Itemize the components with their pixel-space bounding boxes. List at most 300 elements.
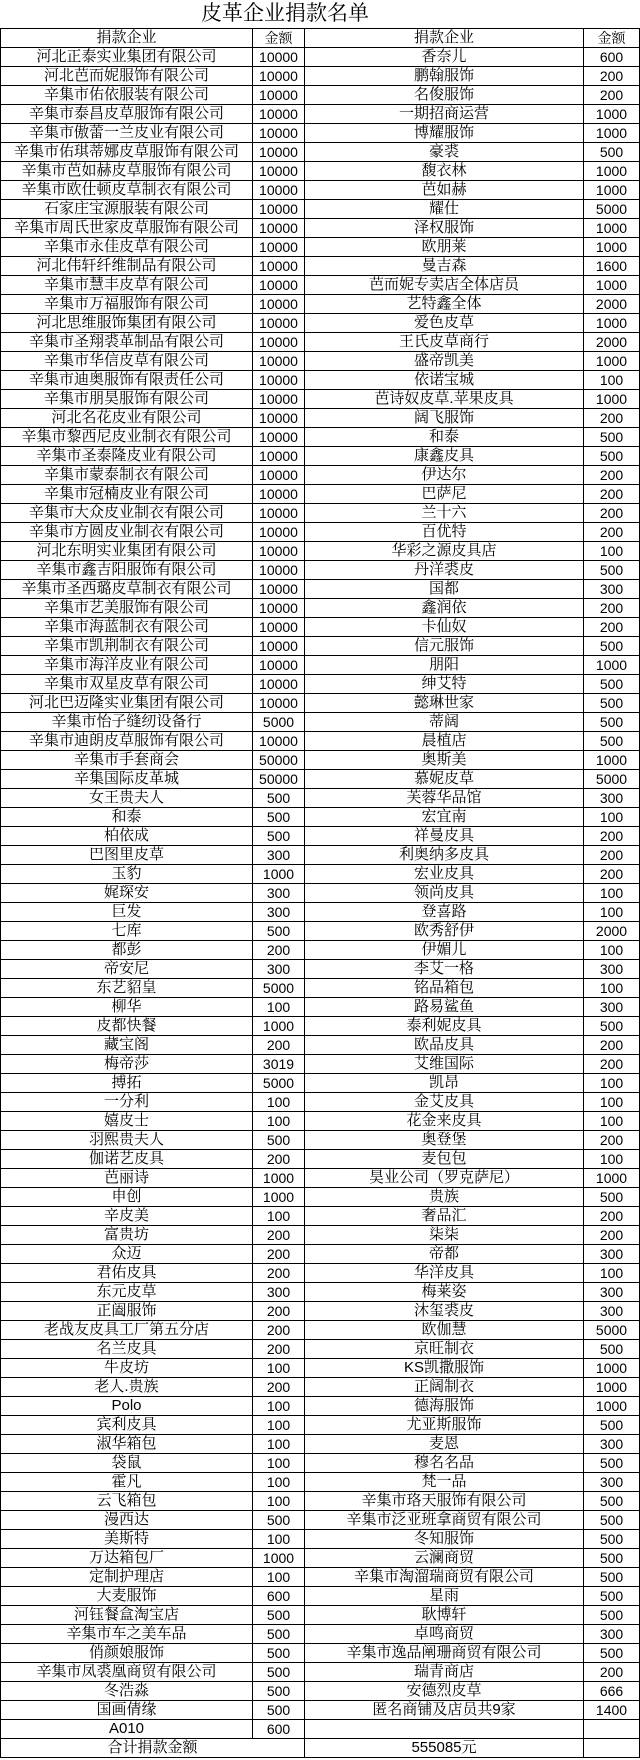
donor-name-cell: 辛集市凯荆制衣有限公司 [1, 637, 253, 656]
donor-name-cell: 辛集市永佳皮草有限公司 [1, 238, 253, 257]
table-row [1, 846, 640, 865]
donor-name-cell: 铭品箱包 [305, 979, 584, 998]
donor-name-cell: 李艾一格 [305, 960, 584, 979]
amount-cell: 500 [584, 1188, 640, 1207]
donor-name-cell: 藏宝阁 [1, 1036, 253, 1055]
donor-name-cell: 东元皮草 [1, 1283, 253, 1302]
amount-cell: 1000 [584, 751, 640, 770]
amount-cell: 200 [584, 1226, 640, 1245]
amount-cell: 10000 [253, 105, 305, 124]
amount-cell: 300 [253, 1283, 305, 1302]
donor-name-cell: 众迈 [1, 1245, 253, 1264]
donor-name-cell: 欧朋莱 [305, 238, 584, 257]
table-row [1, 86, 640, 105]
donor-name-cell: 辛集市蒙泰制衣有限公司 [1, 466, 253, 485]
donor-name-cell: 蒂阔 [305, 713, 584, 732]
table-row [1, 1682, 640, 1701]
amount-cell: 10000 [253, 162, 305, 181]
table-row [1, 1359, 640, 1378]
amount-cell: 500 [584, 732, 640, 751]
donor-name-cell: 花金来皮具 [305, 1112, 584, 1131]
header-amount-left: 金额 [253, 29, 305, 48]
amount-cell: 5000 [253, 1074, 305, 1093]
donor-name-cell: 辛集市海蓝制衣有限公司 [1, 618, 253, 637]
donor-name-cell: 欧伽慧 [305, 1321, 584, 1340]
amount-cell: 300 [584, 1245, 640, 1264]
amount-cell: 200 [584, 1207, 640, 1226]
amount-cell: 500 [253, 1131, 305, 1150]
header-donor-right: 捐款企业 [305, 29, 584, 48]
amount-cell: 500 [584, 694, 640, 713]
amount-cell: 10000 [253, 447, 305, 466]
donor-name-cell: 搏拓 [1, 1074, 253, 1093]
amount-cell: 500 [584, 447, 640, 466]
amount-cell: 10000 [253, 523, 305, 542]
table-row [1, 1055, 640, 1074]
amount-cell: 200 [253, 1302, 305, 1321]
donor-name-cell: 芭诗奴皮草.苹果皮具 [305, 390, 584, 409]
donor-name-cell: 冬浩淼 [1, 1682, 253, 1701]
donor-name-cell: 正阖服饰 [1, 1302, 253, 1321]
donor-name-cell: 辛集市傲蕾一兰皮业有限公司 [1, 124, 253, 143]
amount-cell: 1000 [584, 219, 640, 238]
donor-name-cell: 申创 [1, 1188, 253, 1207]
donor-name-cell: 芭而妮专卖店全体店员 [305, 276, 584, 295]
amount-cell: 200 [584, 599, 640, 618]
donor-name-cell: 梅莱姿 [305, 1283, 584, 1302]
donor-name-cell: 七库 [1, 922, 253, 941]
table-row [1, 1340, 640, 1359]
table-row [1, 675, 640, 694]
donor-name-cell: 路易鲨鱼 [305, 998, 584, 1017]
table-row [1, 390, 640, 409]
donor-name-cell: 慕妮皮草 [305, 770, 584, 789]
donor-name-cell: 石家庄宝源服装有限公司 [1, 200, 253, 219]
donor-name-cell: 梅帝莎 [1, 1055, 253, 1074]
amount-cell: 300 [584, 960, 640, 979]
amount-cell: 200 [584, 504, 640, 523]
donor-name-cell: 帝都 [305, 1245, 584, 1264]
donor-name-cell: 一期招商运营 [305, 105, 584, 124]
amount-cell: 10000 [253, 390, 305, 409]
donor-name-cell: 祥曼皮具 [305, 827, 584, 846]
amount-cell: 200 [584, 865, 640, 884]
amount-cell: 10000 [253, 124, 305, 143]
amount-cell: 1000 [584, 390, 640, 409]
total-empty-cell [584, 1739, 640, 1758]
table-row [1, 1245, 640, 1264]
donor-name-cell: 辛集市大众皮业制衣有限公司 [1, 504, 253, 523]
amount-cell: 200 [253, 1264, 305, 1283]
table-row [1, 903, 640, 922]
amount-cell: 300 [253, 903, 305, 922]
amount-cell: 500 [253, 827, 305, 846]
amount-cell: 100 [253, 1093, 305, 1112]
amount-cell: 100 [253, 1473, 305, 1492]
amount-cell: 10000 [253, 238, 305, 257]
donor-name-cell: 名兰皮具 [1, 1340, 253, 1359]
amount-cell: 1600 [584, 257, 640, 276]
table-row [1, 1188, 640, 1207]
table-row [1, 561, 640, 580]
donor-name-cell: 奥斯美 [305, 751, 584, 770]
table-row [1, 713, 640, 732]
donor-name-cell: 辛集市圣翔裘革制品有限公司 [1, 333, 253, 352]
donor-name-cell: 大麦服饰 [1, 1587, 253, 1606]
table-row [1, 1587, 640, 1606]
donor-name-cell: 牛皮坊 [1, 1359, 253, 1378]
table-row [1, 960, 640, 979]
donor-name-cell: 辛集市珞天服饰有限公司 [305, 1492, 584, 1511]
donor-name-cell: 都彭 [1, 941, 253, 960]
donor-name-cell: 万达箱包厂 [1, 1549, 253, 1568]
amount-cell: 100 [253, 1207, 305, 1226]
amount-cell: 100 [253, 1568, 305, 1587]
donor-name-cell: KS凯撒服饰 [305, 1359, 584, 1378]
table-row [1, 1207, 640, 1226]
amount-cell: 100 [584, 542, 640, 561]
amount-cell: 10000 [253, 466, 305, 485]
donor-name-cell: 瑞青商店 [305, 1663, 584, 1682]
amount-cell: 500 [584, 675, 640, 694]
amount-cell: 500 [584, 1549, 640, 1568]
donor-name-cell: 宏业皮具 [305, 865, 584, 884]
table-row [1, 1492, 640, 1511]
table-row [1, 428, 640, 447]
table-row [1, 1511, 640, 1530]
table-row [1, 732, 640, 751]
donor-name-cell: 朋阳 [305, 656, 584, 675]
amount-cell: 500 [253, 789, 305, 808]
amount-cell: 5000 [584, 770, 640, 789]
amount-cell: 300 [253, 960, 305, 979]
donor-name-cell: 云飞箱包 [1, 1492, 253, 1511]
table-total [1, 1739, 640, 1758]
amount-cell: 500 [584, 1017, 640, 1036]
donor-name-cell: 艾维国际 [305, 1055, 584, 1074]
amount-cell: 500 [584, 1587, 640, 1606]
donor-name-cell: 辛集市凤裘凰商贸有限公司 [1, 1663, 253, 1682]
donor-name-cell: 星雨 [305, 1587, 584, 1606]
amount-cell: 500 [584, 1340, 640, 1359]
amount-cell: 1000 [584, 1359, 640, 1378]
table-row [1, 789, 640, 808]
donor-name-cell: 辛集市车之美车品 [1, 1625, 253, 1644]
amount-cell [584, 1720, 640, 1739]
amount-cell: 5000 [253, 713, 305, 732]
donor-name-cell: 奥登堡 [305, 1131, 584, 1150]
amount-cell: 10000 [253, 219, 305, 238]
amount-cell: 100 [584, 1093, 640, 1112]
donor-name-cell: 宏宜南 [305, 808, 584, 827]
donor-name-cell: 豪裘 [305, 143, 584, 162]
amount-cell: 200 [584, 523, 640, 542]
donor-name-cell: 辛集市佑琪蒂娜皮草服饰有限公司 [1, 143, 253, 162]
amount-cell: 100 [584, 1264, 640, 1283]
donor-name-cell: 卓鸣商贸 [305, 1625, 584, 1644]
amount-cell: 200 [584, 466, 640, 485]
donor-name-cell: 云澜商贸 [305, 1549, 584, 1568]
amount-cell: 200 [253, 1226, 305, 1245]
amount-cell: 2000 [584, 922, 640, 941]
donor-name-cell: 柏依成 [1, 827, 253, 846]
donor-name-cell: 袋鼠 [1, 1454, 253, 1473]
donor-name-cell: 辛集市迪朗皮草服饰有限公司 [1, 732, 253, 751]
amount-cell: 1000 [253, 1169, 305, 1188]
donor-name-cell: 伽诺艺皮具 [1, 1150, 253, 1169]
amount-cell: 100 [253, 1454, 305, 1473]
table-row [1, 105, 640, 124]
amount-cell: 1000 [584, 352, 640, 371]
donor-name-cell: 百优特 [305, 523, 584, 542]
amount-cell: 1000 [253, 1188, 305, 1207]
amount-cell: 10000 [253, 200, 305, 219]
amount-cell: 100 [584, 1150, 640, 1169]
table-row [1, 941, 640, 960]
table-row [1, 1036, 640, 1055]
amount-cell: 10000 [253, 295, 305, 314]
donor-name-cell: 辛集市手套商会 [1, 751, 253, 770]
amount-cell: 200 [584, 485, 640, 504]
amount-cell: 1000 [584, 124, 640, 143]
amount-cell: 200 [584, 86, 640, 105]
amount-cell: 100 [584, 808, 640, 827]
donor-name-cell: 德海服饰 [305, 1397, 584, 1416]
amount-cell: 500 [584, 713, 640, 732]
amount-cell: 5000 [253, 979, 305, 998]
donor-name-cell: 鑫润依 [305, 599, 584, 618]
amount-cell: 100 [253, 1397, 305, 1416]
donor-name-cell: 柒柒 [305, 1226, 584, 1245]
donor-name-cell [305, 1720, 584, 1739]
amount-cell: 300 [253, 884, 305, 903]
amount-cell: 500 [584, 1416, 640, 1435]
amount-cell: 10000 [253, 143, 305, 162]
donor-name-cell: 芙蓉华品馆 [305, 789, 584, 808]
amount-cell: 1000 [253, 865, 305, 884]
amount-cell: 500 [253, 1682, 305, 1701]
table-row [1, 124, 640, 143]
amount-cell: 100 [253, 1359, 305, 1378]
table-row [1, 314, 640, 333]
donor-name-cell: 登喜路 [305, 903, 584, 922]
table-row [1, 466, 640, 485]
donor-name-cell: 丹洋裘皮 [305, 561, 584, 580]
table-row [1, 1606, 640, 1625]
donor-name-cell: 卡仙奴 [305, 618, 584, 637]
donor-name-cell: Polo [1, 1397, 253, 1416]
amount-cell: 200 [584, 618, 640, 637]
header-row [1, 29, 640, 48]
amount-cell: 200 [584, 409, 640, 428]
table-row [1, 1131, 640, 1150]
table-row [1, 1530, 640, 1549]
donor-name-cell: 辛集市泰昌皮草服饰有限公司 [1, 105, 253, 124]
amount-cell: 1000 [584, 1378, 640, 1397]
table-row [1, 447, 640, 466]
donation-table [0, 28, 640, 1758]
table-row [1, 827, 640, 846]
table-row [1, 48, 640, 67]
donor-name-cell: 麦恩 [305, 1435, 584, 1454]
donor-name-cell: 辛集市黎西尼皮业制衣有限公司 [1, 428, 253, 447]
donor-name-cell: 兰十六 [305, 504, 584, 523]
donor-name-cell: A010 [1, 1720, 253, 1739]
donor-name-cell: 领尚皮具 [305, 884, 584, 903]
donor-name-cell: 辛皮美 [1, 1207, 253, 1226]
amount-cell: 300 [584, 1473, 640, 1492]
amount-cell: 300 [584, 1625, 640, 1644]
donor-name-cell: 皮都快餐 [1, 1017, 253, 1036]
amount-cell: 10000 [253, 371, 305, 390]
donor-name-cell: 辛集市佑依服装有限公司 [1, 86, 253, 105]
table-row [1, 485, 640, 504]
amount-cell: 500 [253, 1606, 305, 1625]
table-row [1, 1264, 640, 1283]
table-row [1, 618, 640, 637]
amount-cell: 500 [584, 1530, 640, 1549]
amount-cell: 100 [584, 979, 640, 998]
amount-cell: 200 [253, 1321, 305, 1340]
table-row [1, 637, 640, 656]
amount-cell: 10000 [253, 428, 305, 447]
table-body [1, 48, 640, 1739]
table-row [1, 162, 640, 181]
donor-name-cell: 辛集市淘溜瑞商贸有限公司 [305, 1568, 584, 1587]
donor-name-cell: 贵族 [305, 1188, 584, 1207]
table-row [1, 1701, 640, 1720]
table-row [1, 1283, 640, 1302]
donor-name-cell: 富贵坊 [1, 1226, 253, 1245]
donor-name-cell: 华洋皮具 [305, 1264, 584, 1283]
donor-name-cell: 辛集市圣西璐皮草制衣有限公司 [1, 580, 253, 599]
amount-cell: 500 [584, 428, 640, 447]
amount-cell: 1000 [584, 105, 640, 124]
donor-name-cell: 嬉皮士 [1, 1112, 253, 1131]
amount-cell: 600 [253, 1720, 305, 1739]
amount-cell: 200 [253, 1378, 305, 1397]
amount-cell: 1000 [584, 276, 640, 295]
amount-cell: 200 [584, 67, 640, 86]
amount-cell: 500 [584, 561, 640, 580]
amount-cell: 1000 [584, 314, 640, 333]
table-row [1, 238, 640, 257]
table-row [1, 1625, 640, 1644]
amount-cell: 10000 [253, 599, 305, 618]
amount-cell: 500 [253, 808, 305, 827]
donor-name-cell: 沐玺裘皮 [305, 1302, 584, 1321]
amount-cell: 100 [253, 1435, 305, 1454]
donor-name-cell: 辛集市周氏世家皮草服饰有限公司 [1, 219, 253, 238]
table-row [1, 694, 640, 713]
amount-cell: 10000 [253, 86, 305, 105]
amount-cell: 10000 [253, 314, 305, 333]
table-row [1, 143, 640, 162]
amount-cell: 300 [584, 789, 640, 808]
donor-name-cell: 绅艾特 [305, 675, 584, 694]
amount-cell: 3019 [253, 1055, 305, 1074]
donor-name-cell: 泰利妮皮具 [305, 1017, 584, 1036]
donor-name-cell: 尤亚斯服饰 [305, 1416, 584, 1435]
donor-name-cell: 懿琳世家 [305, 694, 584, 713]
amount-cell: 100 [584, 941, 640, 960]
donor-name-cell: 娓琛安 [1, 884, 253, 903]
table-row [1, 523, 640, 542]
table-row [1, 67, 640, 86]
amount-cell: 100 [253, 1492, 305, 1511]
amount-cell: 300 [584, 580, 640, 599]
donor-name-cell: 美斯特 [1, 1530, 253, 1549]
donor-name-cell: 辛集市双星皮草有限公司 [1, 675, 253, 694]
donor-name-cell: 艺特鑫全体 [305, 295, 584, 314]
table-row [1, 1017, 640, 1036]
donor-name-cell: 帝安尼 [1, 960, 253, 979]
donor-name-cell: 河北伟轩纤维制品有限公司 [1, 257, 253, 276]
table-row [1, 181, 640, 200]
amount-cell: 500 [253, 1644, 305, 1663]
donor-name-cell: 匿名商铺及店员共9家 [305, 1701, 584, 1720]
amount-cell: 200 [584, 827, 640, 846]
table-row [1, 808, 640, 827]
amount-cell: 500 [253, 1663, 305, 1682]
donor-name-cell: 正阔制衣 [305, 1378, 584, 1397]
donor-name-cell: 霍凡 [1, 1473, 253, 1492]
donor-name-cell: 凯昂 [305, 1074, 584, 1093]
donor-name-cell: 辛集市艺美服饰有限公司 [1, 599, 253, 618]
amount-cell: 300 [584, 1435, 640, 1454]
table-row [1, 371, 640, 390]
donor-name-cell: 欧秀舒伊 [305, 922, 584, 941]
amount-cell: 1000 [584, 1397, 640, 1416]
table-header [1, 29, 640, 48]
amount-cell: 50000 [253, 770, 305, 789]
table-row [1, 1473, 640, 1492]
amount-cell: 1000 [584, 162, 640, 181]
table-row [1, 1150, 640, 1169]
donor-name-cell: 辛集市芭如赫皮草服饰有限公司 [1, 162, 253, 181]
table-row [1, 599, 640, 618]
table-row [1, 1416, 640, 1435]
amount-cell: 200 [584, 1131, 640, 1150]
table-row [1, 257, 640, 276]
amount-cell: 10000 [253, 67, 305, 86]
amount-cell: 100 [584, 903, 640, 922]
amount-cell: 500 [253, 1625, 305, 1644]
donor-name-cell: 东艺貂皇 [1, 979, 253, 998]
table-row [1, 1112, 640, 1131]
donor-name-cell: 玉豹 [1, 865, 253, 884]
amount-cell: 666 [584, 1682, 640, 1701]
donor-name-cell: 博耀服饰 [305, 124, 584, 143]
donor-name-cell: 爱色皮草 [305, 314, 584, 333]
amount-cell: 10000 [253, 276, 305, 295]
donor-name-cell: 晨植店 [305, 732, 584, 751]
amount-cell: 100 [253, 998, 305, 1017]
table-row [1, 979, 640, 998]
donor-name-cell: 辛集市方圆皮业制衣有限公司 [1, 523, 253, 542]
table-row [1, 1644, 640, 1663]
donor-name-cell: 国都 [305, 580, 584, 599]
amount-cell: 200 [253, 941, 305, 960]
amount-cell: 10000 [253, 48, 305, 67]
donor-name-cell: 漫西达 [1, 1511, 253, 1530]
donor-name-cell: 河北名花皮业有限公司 [1, 409, 253, 428]
amount-cell: 200 [253, 1036, 305, 1055]
amount-cell: 500 [253, 922, 305, 941]
amount-cell: 500 [584, 1644, 640, 1663]
amount-cell: 500 [253, 1701, 305, 1720]
table-row [1, 1454, 640, 1473]
